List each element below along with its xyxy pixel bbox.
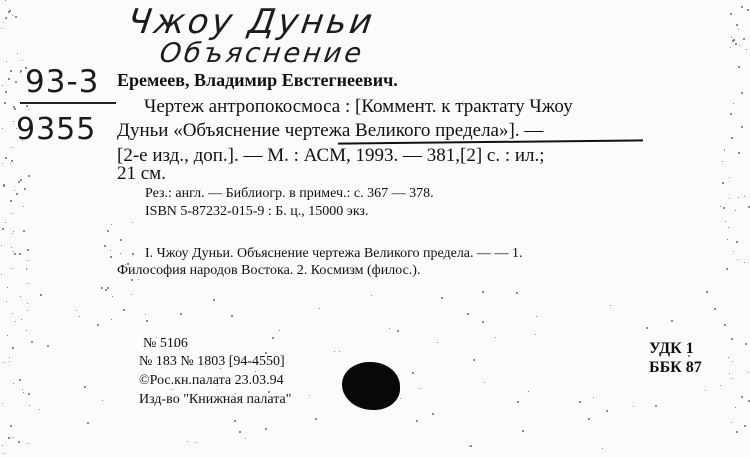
noise-speck [16, 193, 18, 195]
noise-speck [231, 315, 233, 317]
noise-speck [727, 239, 728, 240]
noise-speck [412, 372, 414, 374]
noise-speck [27, 249, 29, 251]
noise-speck [14, 253, 16, 255]
noise-speck [3, 22, 4, 23]
noise-speck [12, 15, 13, 16]
noise-speck [733, 103, 734, 104]
noise-speck [739, 45, 740, 46]
noise-speck [180, 313, 182, 315]
noise-speck [495, 337, 496, 338]
noise-speck [728, 357, 729, 358]
noise-speck [705, 390, 706, 391]
noise-speck [28, 443, 29, 444]
noise-speck [741, 396, 743, 398]
noise-speck [10, 163, 11, 164]
noise-speck [5, 0, 6, 1]
noise-speck [720, 385, 721, 386]
noise-speck [2, 228, 4, 230]
noise-speck [723, 207, 725, 209]
noise-speck [720, 206, 721, 207]
noise-speck [5, 157, 7, 159]
noise-speck [22, 389, 23, 390]
noise-speck [730, 13, 732, 15]
handwritten-title: Объяснение [157, 38, 367, 69]
noise-speck [279, 330, 280, 331]
noise-speck [5, 17, 7, 19]
noise-speck [110, 256, 112, 258]
noise-speck [1, 245, 2, 246]
noise-speck [484, 382, 485, 383]
noise-speck [610, 305, 611, 306]
noise-speck [255, 371, 256, 372]
noise-speck [726, 268, 728, 270]
noise-speck [8, 78, 10, 80]
noise-speck [729, 177, 730, 178]
noise-speck [146, 320, 148, 322]
noise-speck [87, 422, 89, 424]
noise-speck [13, 383, 14, 384]
noise-speck [747, 9, 749, 11]
noise-speck [738, 152, 740, 154]
noise-speck [602, 448, 603, 449]
noise-speck [11, 160, 13, 162]
noise-speck [593, 397, 594, 398]
bbk-code: ББК 87 [649, 359, 702, 376]
noise-speck [102, 400, 103, 401]
noise-speck [470, 445, 472, 447]
noise-speck [2, 85, 3, 86]
noise-speck [145, 314, 146, 315]
noise-speck [5, 91, 7, 93]
noise-speck [3, 453, 4, 454]
shelfmark-underline [20, 102, 116, 104]
noise-speck [104, 245, 106, 247]
noise-speck [234, 420, 236, 422]
noise-speck [671, 320, 673, 322]
noise-speck [744, 425, 746, 427]
noise-speck [47, 345, 49, 347]
noise-speck [28, 109, 29, 110]
noise-speck [579, 401, 581, 403]
noise-speck [23, 206, 24, 207]
noise-speck [10, 425, 12, 427]
noise-speck [12, 233, 13, 234]
handwritten-shelfmark-top: 93-3 [25, 64, 100, 100]
noise-speck [1, 274, 2, 275]
noise-speck [735, 43, 737, 45]
noise-speck [714, 308, 716, 310]
noise-speck [11, 247, 12, 248]
noise-speck [743, 38, 745, 40]
noise-speck [6, 61, 7, 62]
noise-speck [123, 309, 125, 311]
noise-speck [741, 6, 743, 8]
noise-speck [239, 431, 241, 433]
noise-speck [736, 24, 738, 26]
noise-speck [319, 308, 320, 309]
noise-speck [40, 294, 42, 296]
noise-speck [31, 341, 33, 343]
noise-speck [17, 53, 18, 54]
footer-line-4: Изд-во "Книжная палата" [139, 392, 292, 407]
noise-speck [13, 121, 14, 122]
noise-speck [516, 292, 518, 294]
footer-line-1: № 5106 [143, 336, 188, 351]
record-subject-2: Философия народов Востока. 2. Космизм (филос.). [117, 263, 421, 278]
record-note-summary: Рез.: англ. — Библиогр. в примеч.: с. 367 — 378. [145, 186, 434, 201]
noise-speck [730, 47, 731, 48]
noise-speck [2, 445, 3, 446]
noise-speck [416, 420, 418, 422]
noise-speck [730, 113, 732, 115]
noise-speck [24, 188, 26, 190]
noise-speck [339, 351, 340, 352]
noise-speck [9, 10, 11, 12]
noise-speck [467, 313, 469, 315]
noise-speck [371, 295, 372, 296]
noise-speck [400, 398, 401, 399]
noise-speck [245, 438, 246, 439]
noise-speck [728, 227, 729, 228]
noise-speck [733, 39, 735, 41]
noise-speck [420, 388, 421, 389]
noise-speck [171, 389, 172, 390]
noise-speck [722, 182, 724, 184]
noise-speck [729, 198, 730, 199]
noise-speck [111, 224, 112, 225]
noise-speck [731, 422, 732, 423]
noise-speck [3, 185, 5, 187]
noise-speck [10, 200, 12, 202]
noise-speck [7, 287, 8, 288]
noise-speck [2, 163, 3, 164]
noise-speck [11, 213, 12, 214]
noise-speck [14, 108, 16, 110]
noise-speck [111, 319, 112, 320]
noise-speck [724, 324, 726, 326]
noise-speck [15, 321, 16, 322]
noise-speck [120, 239, 122, 241]
noise-speck [731, 37, 732, 38]
noise-speck [97, 324, 99, 326]
noise-speck [389, 328, 390, 329]
handwritten-author: Чжоу Дуньи [125, 2, 378, 42]
noise-speck [23, 392, 24, 393]
noise-speck [7, 335, 8, 336]
noise-speck [9, 357, 10, 358]
noise-speck [441, 297, 443, 299]
noise-speck [722, 161, 723, 162]
noise-speck [27, 310, 28, 311]
noise-speck [18, 181, 20, 183]
noise-speck [18, 441, 20, 443]
noise-speck [522, 430, 524, 432]
noise-speck [12, 347, 14, 349]
noise-speck [724, 150, 725, 151]
noise-speck [132, 222, 133, 223]
noise-speck [744, 262, 745, 263]
noise-speck [1, 28, 2, 29]
noise-speck [265, 428, 267, 430]
noise-speck [9, 361, 10, 362]
noise-speck [13, 231, 14, 232]
noise-speck [745, 343, 747, 345]
noise-speck [20, 72, 21, 73]
noise-speck [27, 303, 28, 304]
noise-speck [732, 361, 733, 362]
noise-speck [15, 16, 17, 18]
noise-speck [4, 102, 6, 104]
noise-speck [19, 253, 21, 255]
noise-speck [14, 190, 15, 191]
noise-speck [633, 406, 634, 407]
noise-speck [646, 327, 648, 329]
footer-line-2: № 183 № 1803 [94-4550] [139, 354, 285, 369]
noise-speck [735, 407, 736, 408]
noise-speck [744, 196, 745, 197]
noise-speck [315, 418, 317, 420]
noise-speck [84, 386, 86, 388]
handwritten-shelfmark-bottom: 9355 [16, 112, 97, 147]
noise-speck [2, 403, 3, 404]
noise-speck [731, 338, 733, 340]
noise-speck [748, 372, 749, 373]
udk-code: УДК 1 [649, 340, 694, 357]
noise-speck [4, 362, 5, 363]
noise-speck [517, 401, 519, 403]
noise-speck [107, 230, 109, 232]
noise-speck [110, 250, 111, 251]
noise-speck [21, 319, 22, 320]
noise-speck [187, 441, 188, 442]
noise-speck [138, 279, 139, 280]
noise-speck [397, 330, 399, 332]
noise-speck [535, 334, 536, 335]
noise-speck [736, 241, 738, 243]
noise-speck [28, 283, 29, 284]
noise-speck [746, 49, 747, 50]
noise-speck [76, 310, 77, 311]
noise-speck [15, 81, 17, 83]
noise-speck [10, 70, 12, 72]
noise-speck [735, 210, 736, 211]
noise-speck [309, 395, 310, 396]
noise-speck [748, 206, 750, 208]
noise-speck [588, 418, 590, 420]
noise-speck [536, 316, 537, 317]
noise-speck [482, 291, 484, 293]
noise-speck [107, 287, 109, 289]
noise-speck [120, 253, 121, 254]
noise-speck [432, 413, 434, 415]
noise-speck [8, 437, 10, 439]
record-subject-1: I. Чжоу Дуньи. Объяснение чертежа Великого предела. — — 1. [145, 246, 523, 261]
noise-speck [11, 147, 12, 148]
record-line-4: 21 см. [117, 163, 166, 184]
noise-speck [131, 279, 133, 281]
noise-speck [27, 260, 28, 261]
noise-speck [741, 126, 743, 128]
noise-speck [28, 393, 30, 395]
footer-line-3: ©Рос.кн.палата 23.03.94 [139, 373, 284, 388]
noise-speck [729, 373, 730, 374]
noise-speck [39, 409, 40, 410]
noise-speck [6, 301, 7, 302]
noise-speck [732, 378, 733, 379]
noise-speck [2, 128, 3, 129]
noise-speck [437, 342, 438, 343]
noise-speck [738, 197, 739, 198]
noise-speck [737, 259, 738, 260]
noise-speck [20, 296, 21, 297]
noise-speck [22, 60, 23, 61]
record-line-1: Чертеж антропокосмоса : [Коммент. к трактату Чжоу [144, 96, 573, 117]
noise-speck [606, 410, 608, 412]
noise-speck [26, 105, 28, 107]
noise-speck [19, 379, 21, 381]
noise-speck [741, 92, 743, 94]
noise-speck [112, 296, 113, 297]
noise-speck [731, 137, 733, 139]
noise-speck [706, 291, 708, 293]
noise-speck [655, 405, 657, 407]
noise-speck [725, 221, 726, 222]
noise-speck [738, 29, 739, 30]
noise-speck [482, 321, 484, 323]
noise-speck [272, 337, 274, 339]
noise-speck [79, 316, 80, 317]
noise-speck [23, 230, 25, 232]
noise-speck [26, 269, 27, 270]
record-heading: Еремеев, Владимир Евстегнеевич. [117, 70, 398, 90]
record-line-3: [2-е изд., доп.]. — М. : АСМ, 1993. — 381,[2] с. : ил.; [117, 145, 545, 166]
noise-speck [26, 330, 27, 331]
record-line-2: Дуньи «Объяснение чертежа Великого предела»]. — [117, 120, 544, 141]
noise-speck [131, 294, 132, 295]
noise-speck [133, 254, 134, 255]
noise-speck [5, 222, 6, 223]
noise-speck [213, 299, 215, 301]
noise-speck [196, 442, 197, 443]
record-note-isbn: ISBN 5-87232-015-9 : Б. ц., 15000 экз. [145, 204, 369, 219]
noise-speck [738, 66, 740, 68]
noise-speck [733, 251, 734, 252]
noise-speck [334, 351, 335, 352]
noise-speck [28, 175, 30, 177]
ink-blot [342, 362, 400, 410]
noise-speck [29, 405, 30, 406]
noise-speck [11, 268, 12, 269]
noise-speck [473, 359, 475, 361]
noise-speck [736, 431, 738, 433]
noise-speck [528, 391, 529, 392]
noise-speck [13, 437, 14, 438]
noise-speck [101, 287, 103, 289]
noise-speck [12, 313, 13, 314]
